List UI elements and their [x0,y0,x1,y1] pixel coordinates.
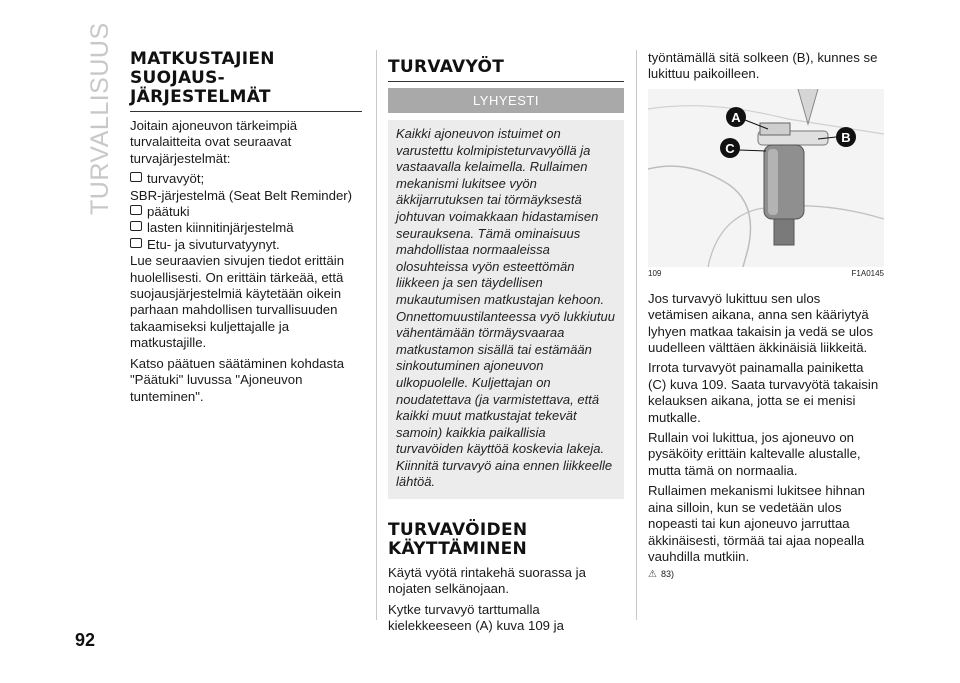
list-item: päätuki [130,204,362,220]
page-number: 92 [75,630,96,650]
body-paragraph: Irrota turvavyöt painamalla painiketta (C) kuva 109. Saata turvavyötä takaisin kelauksen aikana, jotta se ei menisi mutkalle. [648,360,879,425]
body-paragraph: Jos turvavyö lukittuu sen ulos vetämisen aikana, anna sen kääriytyä lyhyen matkaa takaisin ja vedä se ulos uudelleen välttäen äkkinäisiä liikkeitä. [648,290,874,356]
safety-systems-list [130,171,362,253]
section-heading: MATKUSTAJIEN SUOJAUS-JÄRJESTELMÄT [130,49,275,107]
warning-triangle-icon: ⚠ [648,569,657,581]
summary-box: Kaikki ajoneuvon istuimet on varustettu kolmipisteturvavyöllä ja vastaavalla kelaimella. Rullaimen mekanismi lukitsee vyön äkkijarrutuksen tai törmäyksestä johtuvan voimakkaan hidastamisen seurauksena. Tämä ominaisuus mahdollistaa normaaleissa olosuhteissa vyön esteettömän liikkeen ja sen täydellisen mukautumisen matkustajan kehoon. Onnettomuustilanteessa vyö lukkiutuu vähentämään törmäysvaaraa matkustamon sisällä tai estämään sinkoutuminen ajoneuvon ulkopuolelle. Kuljettajan on noudatettava (ja varmistettava, että kaikki muut matkustajat tekevät samoin) kaikkia paikallisia turvavöiden käyttöä koskevia lakeja. Kiinnitä turvavyö aina ennen liikkeelle lähtöä. [388,120,624,499]
heading-rule [388,81,624,82]
list-item: SBR-järjestelmä (Seat Belt Reminder) [130,187,353,203]
column-occupant-protection [130,50,362,409]
figure-code: F1A0145 [851,268,884,278]
checkbox-bullet-icon [130,172,142,182]
figure-caption [648,269,884,283]
callout-label: B [841,129,851,145]
seat-belt-buckle-figure [648,89,884,267]
column-seat-belts-cont [648,50,884,580]
callout-label: C [725,140,735,156]
seat-belt-buckle-illustration [648,89,884,267]
summary-label-bar: LYHYESTI [388,88,624,113]
body-paragraph: Katso päätuen säätäminen kohdasta "Päätuki" luvussa "Ajoneuvon tunteminen". [130,355,345,404]
column-seat-belts [388,50,624,639]
section-side-tab-label: TURVALLISUUS [86,22,114,215]
heading-rule [130,111,362,112]
list-item: turvavyöt; [130,171,362,187]
callout-label: A [731,109,741,125]
column-divider [636,50,637,620]
subsection-heading: TURVAVÖIDEN KÄYTTÄMINEN [388,520,528,560]
section-side-tab [78,22,118,220]
checkbox-bullet-icon [130,238,142,248]
body-paragraph: Lue seuraavien sivujen tiedot erittäin huolellisesti. On erittäin tärkeää, että suojausjärjestelmiä käytetään oikein parhaan mahdollisen turvallisuuden takaamiseksi kuljettajalle ja matkustajille. [130,253,345,351]
body-paragraph: Rullain voi lukittua, jos ajoneuvo on pysäköity erittäin kaltevalle alustalle, mutta tämä on normaalia. [648,430,861,478]
body-paragraph: Rullaimen mekanismi lukitsee hihnan aina silloin, kun se vedetään ulos nopeasti tai kun ajoneuvo jarruttaa äkkinäisesti, törmää tai ajaa nopealla vauhdilla mutkiin. [648,483,865,564]
body-paragraph: Käytä vyötä rintakehä suorassa ja nojaten selkänojaan. [388,565,586,597]
figure-number: 109 [648,268,662,278]
list-item: Etu- ja sivuturvatyynyt. [130,237,362,253]
checkbox-bullet-icon [130,205,142,215]
column-divider [376,50,377,620]
body-paragraph: Kytke turvavyö tarttumalla kielekkeeseen (A) kuva 109 ja [388,601,564,634]
checkbox-bullet-icon [130,221,142,231]
list-item: lasten kiinnitinjärjestelmä [130,220,362,236]
section-heading: TURVAVYÖT [388,57,505,77]
intro-paragraph: Joitain ajoneuvon tärkeimpiä turvalaitteita ovat seuraavat turvajärjestelmät: [130,118,298,166]
body-paragraph: työntämällä sitä solkeen (B), kunnes se lukittuu paikoilleen. [648,50,878,82]
warning-reference: ⚠ 83) [648,569,674,581]
